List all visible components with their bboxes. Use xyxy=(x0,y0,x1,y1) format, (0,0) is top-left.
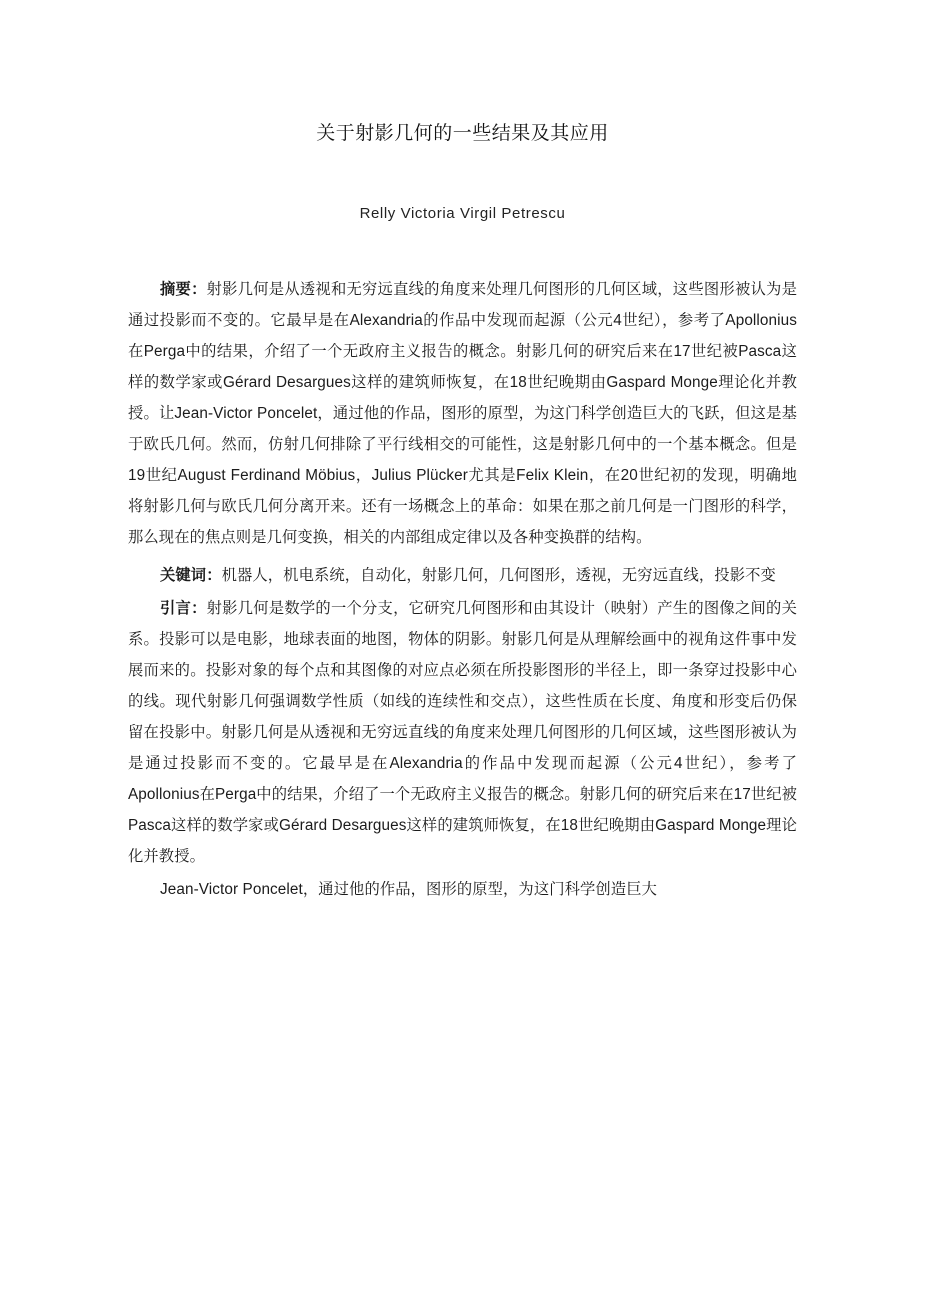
document-body xyxy=(128,274,797,905)
closing-paragraph: Jean-Victor Poncelet，通过他的作品，图形的原型，为这门科学创造巨大 xyxy=(160,881,657,898)
abstract-text: 射影几何是从透视和无穷远直线的角度来处理几何图形的几何区域，这些图形被认为是通过投影而不变的。它最早是在Alexandria的作品中发现而起源（公元4世纪），参考了Apollonius在Perga中的结果，介绍了一个无政府主义报告的概念。射影几何的研究后来在17世纪被Pasca这样的数学家或Gérard Desargues这样的建筑师恢复，在18世纪晚期由Gaspard Monge理论化并教授。让Jean-Victor Poncelet，通过他的作品，图形的原型，为这门科学创造巨大的飞跃，但这是基于欧氏几何。然而，仿射几何排除了平行线相交的可能性，这是射影几何中的一个基本概念。但是19世纪August Ferdinand Möbius，Julius Plücker尤其是Felix Klein，在20世纪初的发现，明确地将射影几何与欧氏几何分离开来。还有一场概念上的革命：如果在那之前几何是一门图形的科学，那么现在的焦点则是几何变换，相关的内部组成定律以及各种变换群的结构。 xyxy=(128,281,797,546)
abstract-label: 摘要： xyxy=(160,281,207,298)
introduction-label: 引言： xyxy=(160,600,207,617)
keywords-paragraph xyxy=(128,560,797,591)
keywords-label: 关键词： xyxy=(160,567,222,584)
introduction-paragraph xyxy=(128,593,797,872)
keywords-text: 机器人，机电系统，自动化，射影几何，几何图形，透视，无穷远直线，投影不变 xyxy=(221,567,776,584)
author-name: Relly Victoria Virgil Petrescu xyxy=(359,205,566,222)
introduction-text: 射影几何是数学的一个分支，它研究几何图形和由其设计（映射）产生的图像之间的关系。投影可以是电影，地球表面的地图，物体的阴影。射影几何是从理解绘画中的视角这件事中发展而来的。投影对象的每个点和其图像的对应点必须在所投影图形的半径上，即一条穿过投影中心的线。现代射影几何强调数学性质（如线的连续性和交点），这些性质在长度、角度和形变后仍保留在投影中。射影几何是从透视和无穷远直线的角度来处理几何图形的几何区域，这些图形被认为是通过投影而不变的。它最早是在Alexandria的作品中发现而起源（公元4世纪），参考了Apollonius在Perga中的结果，介绍了一个无政府主义报告的概念。射影几何的研究后来在17世纪被Pasca这样的数学家或Gérard Desargues这样的建筑师恢复，在18世纪晚期由Gaspard Monge理论化并教授。 xyxy=(128,600,798,865)
page-title: 关于射影几何的一些结果及其应用 xyxy=(316,123,609,144)
abstract-paragraph xyxy=(128,274,797,553)
